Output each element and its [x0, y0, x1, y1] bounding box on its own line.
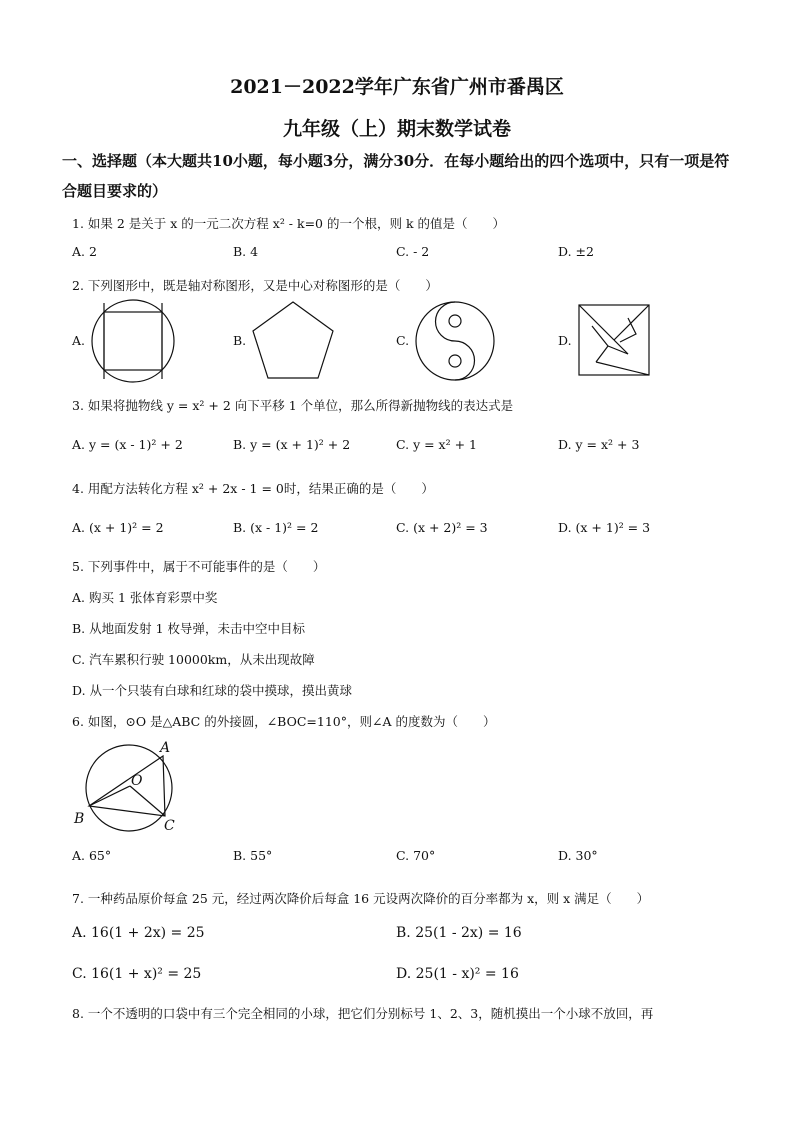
q1-option-c: C. - 2 [396, 244, 430, 259]
q2-option-b: B. [233, 333, 247, 348]
figure-circle-square [90, 298, 176, 384]
section-heading: 一、选择题（本大题共10小题，每小题3分，满分30分．在每小题给出的四个选项中，只有一项是符合题目要求的） [62, 152, 730, 200]
q7-option-a: A. 16(1 + 2x) = 25 [72, 925, 205, 941]
q5-option-d: D. 从一个只装有白球和红球的袋中摸球，摸出黄球 [72, 683, 353, 698]
q3-stem: 3. 如果将抛物线 y = x² + 2 向下平移 1 个单位，那么所得新抛物线的表达式是 [72, 398, 514, 413]
q6-option-a: A. 65° [72, 848, 112, 863]
q8-stem: 8. 一个不透明的口袋中有三个完全相同的小球，把它们分别标号 1、2、3，随机摸出一个小球不放回，再 [72, 1006, 654, 1021]
q6-stem: 6. 如图，⊙O 是△ABC 的外接圆，∠BOC=110°，则∠A 的度数为（ ） [72, 714, 496, 729]
q3-option-a: A. y = (x - 1)² + 2 [72, 437, 183, 452]
q2-option-d: D. [558, 333, 572, 348]
q2-option-c: C. [396, 333, 410, 348]
title-line-1: 2021－2022学年广东省广州市番禺区 [230, 76, 564, 98]
point-label-b: B [74, 811, 85, 827]
q7-stem: 7. 一种药品原价每盒 25 元，经过两次降价后每盒 16 元设两次降价的百分率都为 x，则 x 满足（ ） [72, 891, 650, 906]
q5-option-a: A. 购买 1 张体育彩票中奖 [72, 590, 218, 605]
q5-option-b: B. 从地面发射 1 枚导弹，未击中空中目标 [72, 621, 306, 636]
q5-stem: 5. 下列事件中，属于不可能事件的是（ ） [72, 559, 326, 574]
figure-square-pinwheel [578, 304, 650, 376]
q6-option-b: B. 55° [233, 848, 273, 863]
q3-option-c: C. y = x² + 1 [396, 437, 477, 452]
q5-option-c: C. 汽车累积行驶 10000km，从未出现故障 [72, 652, 315, 667]
point-label-c: C [164, 818, 175, 834]
q4-option-c: C. (x + 2)² = 3 [396, 520, 488, 535]
q1-option-b: B. 4 [233, 244, 259, 259]
q4-option-b: B. (x - 1)² = 2 [233, 520, 319, 535]
q6-option-d: D. 30° [558, 848, 598, 863]
q3-option-b: B. y = (x + 1)² + 2 [233, 437, 351, 452]
q4-option-d: D. (x + 1)² = 3 [558, 520, 651, 535]
figure-yin-yang [414, 300, 496, 382]
title-line-2: 九年级（上）期末数学试卷 [282, 118, 511, 140]
figure-pentagon [250, 300, 336, 380]
q3-option-d: D. y = x² + 3 [558, 437, 640, 452]
point-label-a: A [160, 740, 171, 756]
q4-stem: 4. 用配方法转化方程 x² + 2x - 1 = 0时，结果正确的是（ ） [72, 481, 434, 496]
q1-stem: 1. 如果 2 是关于 x 的一元二次方程 x² - k=0 的一个根，则 k 的值是（ ） [72, 216, 505, 231]
q1-option-a: A. 2 [72, 244, 97, 259]
q2-stem: 2. 下列图形中，既是轴对称图形，又是中心对称图形的是（ ） [72, 278, 438, 293]
q7-option-d: D. 25(1 - x)² = 16 [396, 966, 519, 982]
q4-option-a: A. (x + 1)² = 2 [72, 520, 164, 535]
q7-option-c: C. 16(1 + x)² = 25 [72, 966, 202, 982]
point-label-o: O [131, 773, 143, 789]
q6-option-c: C. 70° [396, 848, 436, 863]
q7-option-b: B. 25(1 - 2x) = 16 [396, 925, 522, 941]
q1-option-d: D. ±2 [558, 244, 594, 259]
q2-option-a: A. [72, 333, 86, 348]
